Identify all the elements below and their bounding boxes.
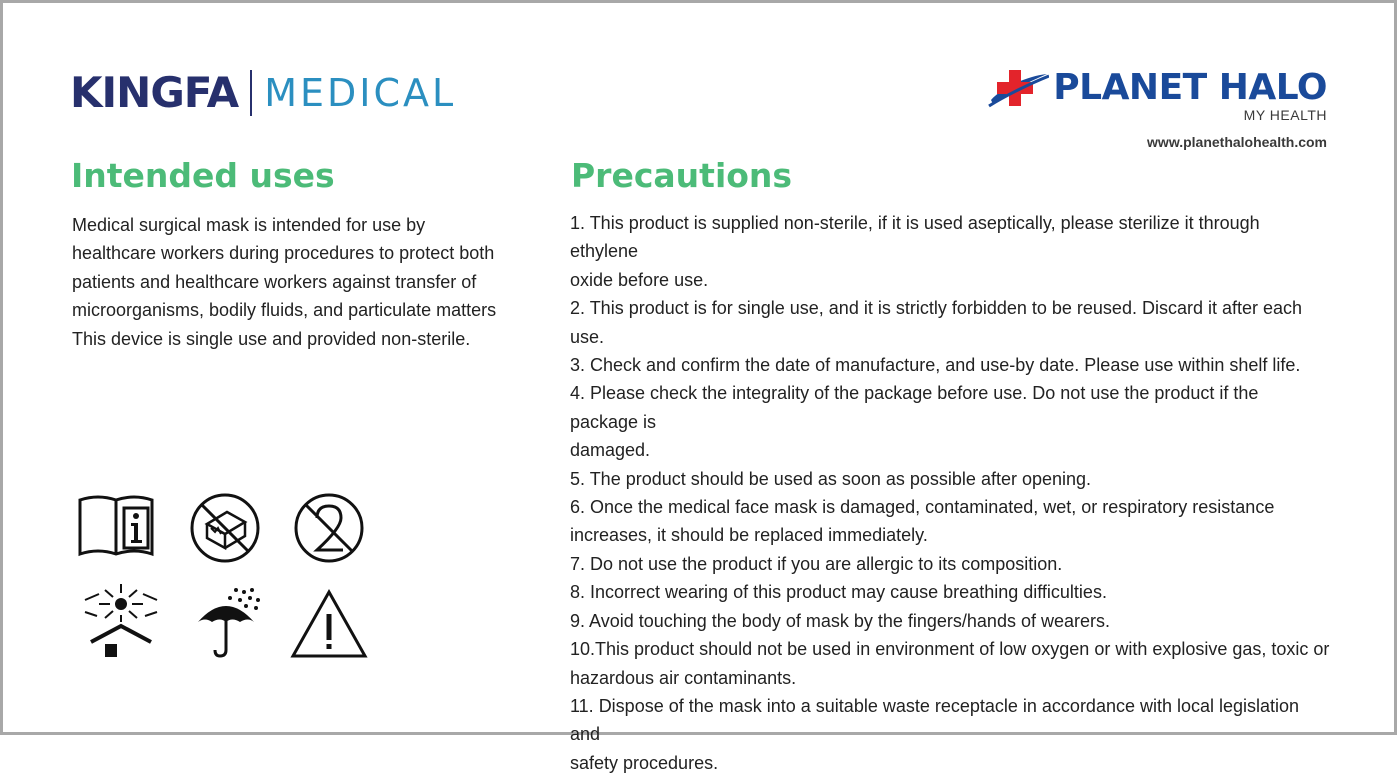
precaution-line: 1. This product is supplied non-sterile, if it is used aseptically, please sterilize it through ethylene [570, 213, 1260, 262]
precaution-line: 2. This product is for single use, and it is strictly forbidden to be reused. Discard it after each use. [570, 298, 1303, 347]
kingfa-logo [70, 68, 456, 118]
precaution-line: 3. Check and confirm the date of manufacture, and use-by date. Please use within shelf life. [570, 355, 1301, 376]
precaution-line: 10.This product should not be used in environment of low oxygen or with explosive gas, toxic or [570, 639, 1330, 660]
website-url: www.planethalohealth.com [1147, 134, 1327, 150]
intended-uses-line: This device is single use and provided non-sterile. [72, 328, 471, 349]
precaution-line: oxide before use. [570, 269, 709, 290]
logo-divider [250, 70, 252, 116]
planet-halo-logo [987, 66, 1327, 150]
do-not-reuse-icon [289, 488, 369, 568]
planet-halo-name: PLANET HALO [1053, 67, 1327, 108]
intended-uses-line: Medical surgical mask is intended for use by [72, 215, 426, 235]
planet-halo-tagline: MY HEALTH [1243, 107, 1327, 123]
kingfa-logo-division: MEDICAL [264, 71, 457, 115]
precaution-line: damaged. [570, 440, 651, 461]
precaution-line: safety procedures. [570, 752, 719, 773]
precaution-line: 5. The product should be used as soon as possible after opening. [570, 468, 1092, 489]
intended-uses-line: healthcare workers during procedures to protect both [72, 243, 495, 264]
keep-dry-icon [190, 582, 270, 662]
red-cross-orbit-icon [987, 66, 1049, 110]
keep-away-from-sunlight-icon [79, 582, 159, 662]
precaution-line: hazardous air contaminants. [570, 667, 797, 688]
kingfa-logo-name: KINGFA [70, 68, 239, 117]
consult-instructions-icon [76, 488, 156, 568]
precautions-list [570, 209, 1330, 777]
precaution-line: 6. Once the medical face mask is damaged, contaminated, wet, or respiratory resistance [570, 497, 1275, 518]
precaution-line: 9. Avoid touching the body of mask by the fingers/hands of wearers. [570, 610, 1110, 631]
intended-uses-heading: Intended uses [71, 156, 335, 195]
caution-icon [289, 584, 369, 664]
intended-uses-line: microorganisms, bodily fluids, and particulate matters [72, 300, 497, 321]
precaution-line: 7. Do not use the product if you are allergic to its composition. [570, 553, 1063, 574]
precautions-heading: Precautions [571, 156, 793, 195]
intended-uses-line: patients and healthcare workers against transfer of [72, 271, 477, 292]
precaution-line: 11. Dispose of the mask into a suitable waste receptacle in accordance with local legislation and [570, 695, 1300, 745]
precaution-line: increases, it should be replaced immediately. [570, 525, 928, 546]
do-not-use-if-package-damaged-icon [185, 488, 265, 568]
intended-uses-text [72, 211, 502, 353]
precaution-line: 4. Please check the integrality of the package before use. Do not use the product if the package is [570, 383, 1259, 432]
precaution-line: 8. Incorrect wearing of this product may cause breathing difficulties. [570, 582, 1107, 603]
